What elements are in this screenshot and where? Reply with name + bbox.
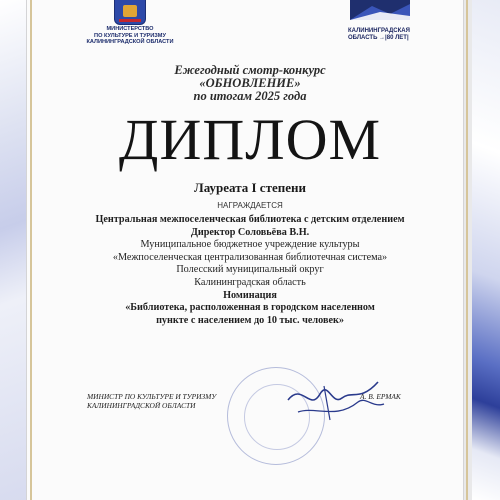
crest-band bbox=[119, 19, 141, 22]
recipient-institution: Центральная межпоселенческая библиотека с детским отделением bbox=[95, 214, 405, 225]
contest-heading bbox=[100, 64, 400, 103]
minister-signature bbox=[280, 372, 390, 432]
region-logo-graphic bbox=[350, 0, 410, 20]
right-decorative-band bbox=[472, 0, 500, 500]
left-gold-border bbox=[30, 0, 32, 500]
diploma-title: ДИПЛОМ bbox=[118, 107, 382, 172]
signatory-title-line-2: КАЛИНИНГРАДСКОЙ ОБЛАСТИ bbox=[87, 401, 196, 411]
recipient-district: Полесский муниципальный округ bbox=[176, 264, 324, 276]
region-logo-line-1: КАЛИНИНГРАДСКАЯ bbox=[348, 28, 410, 34]
recipient-director: Директор Соловьёва В.Н. bbox=[190, 226, 310, 238]
ministry-line-3: КАЛИНИНГРАДСКОЙ ОБЛАСТИ bbox=[86, 39, 174, 46]
ministry-line-2: ПО КУЛЬТУРЕ И ТУРИЗМУ bbox=[94, 32, 166, 39]
contest-line-3: по итогам 2025 года bbox=[193, 89, 307, 103]
recipient-org-line-1: Муниципальное бюджетное учреждение культуры bbox=[140, 239, 360, 251]
recipient-region: Калининградская область bbox=[194, 276, 306, 288]
recipient-org-line-2: «Межпоселенческая централизованная библиотечная система» bbox=[112, 251, 388, 263]
region-logo-text bbox=[348, 28, 423, 42]
crest-tower bbox=[123, 5, 137, 17]
nomination-text-line-1: «Библиотека, расположенная в городском населенном bbox=[125, 302, 375, 314]
signatory-title-line-1: МИНИСТР ПО КУЛЬТУРЕ И ТУРИЗМУ bbox=[87, 392, 217, 401]
signatory-title bbox=[87, 392, 277, 411]
laureate-degree: Лауреата I степени bbox=[194, 180, 306, 195]
nomination-text-line-2: пункте с населением до 10 тыс. человек» bbox=[156, 314, 344, 326]
nomination-label: Номинация bbox=[223, 289, 277, 301]
coat-of-arms-icon bbox=[114, 0, 146, 25]
ministry-line-1: МИНИСТЕРСТВО bbox=[106, 26, 154, 32]
ministry-name bbox=[80, 26, 180, 46]
signatory-name: А. В. ЕРМАК bbox=[360, 392, 401, 401]
recipient-block bbox=[70, 214, 430, 327]
awarded-label: НАГРАЖДАЕТСЯ bbox=[217, 201, 283, 210]
contest-line-1: Ежегодный смотр-конкурс bbox=[174, 63, 326, 77]
left-decorative-band bbox=[0, 0, 28, 500]
contest-line-2: «ОБНОВЛЕНИЕ» bbox=[199, 76, 301, 90]
region-anniversary-logo bbox=[350, 0, 410, 20]
right-gold-border bbox=[466, 0, 468, 500]
region-logo-line-2: ОБЛАСТЬ →|80 ЛЕТ| bbox=[348, 35, 409, 41]
